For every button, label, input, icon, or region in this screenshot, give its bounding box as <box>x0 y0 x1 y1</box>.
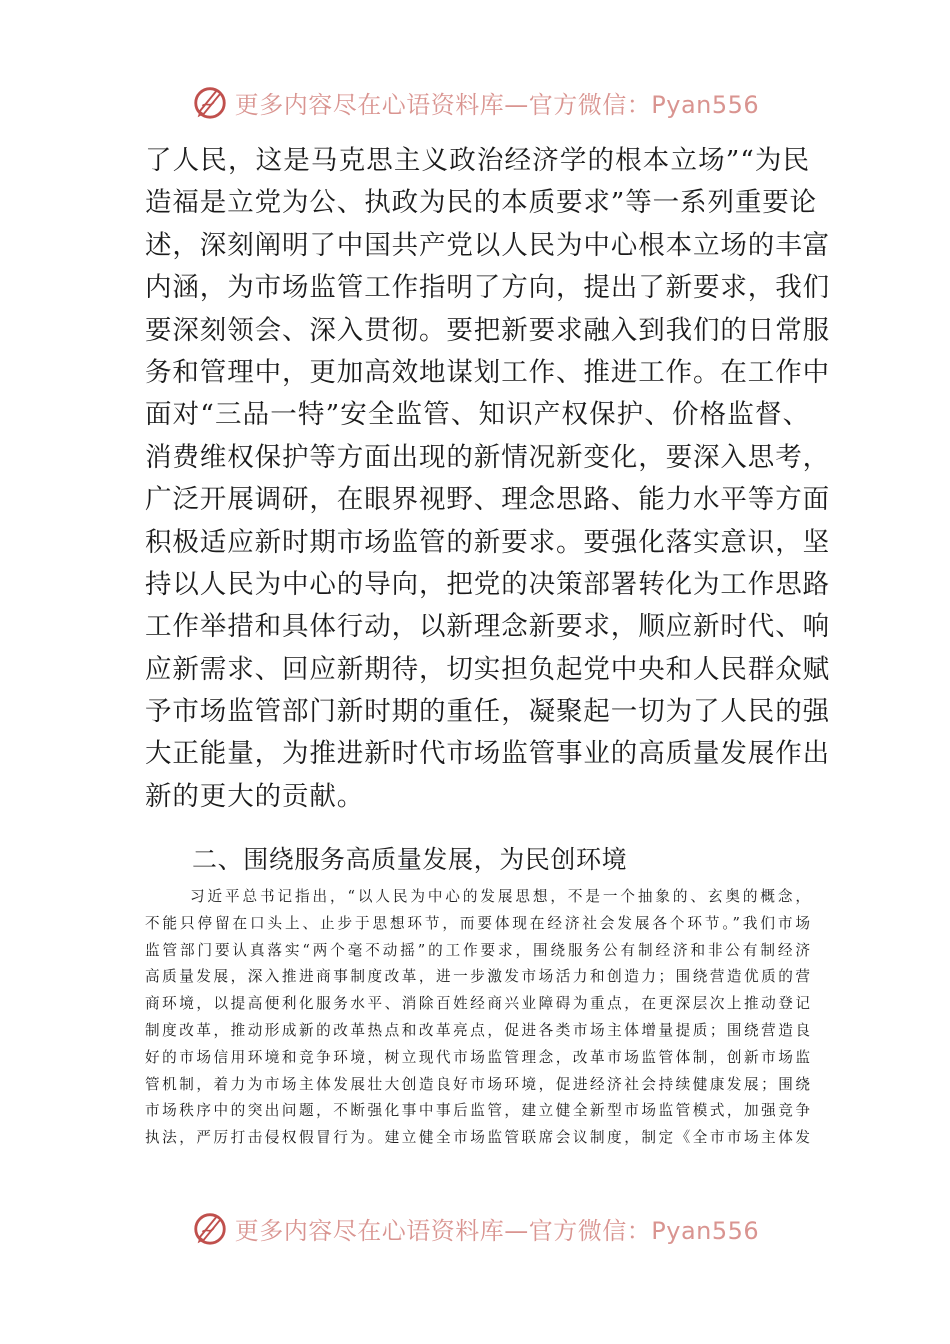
text-line: 高质量发展，深入推进商事制度改革，进一步激发市场活力和创造力；围绕营造优质的营 <box>145 968 810 986</box>
text-line: 应新需求、回应新期待，切实担负起党中央和人民群众赋 <box>145 653 830 685</box>
text-line: 习近平总书记指出，“以人民为中心的发展思想，不是一个抽象的、玄奥的概念， <box>190 888 810 905</box>
text-line: 大正能量，为推进新时代市场监管事业的高质量发展作出 <box>145 738 830 770</box>
text-line: 制度改革，推动形成新的改革热点和改革亮点，促进各类市场主体增量提质；围绕营造良 <box>145 1021 810 1039</box>
text-line: 要深刻领会、深入贯彻。要把新要求融入到我们的日常服 <box>145 314 830 346</box>
text-line: 持以人民为中心的导向，把党的决策部署转化为工作思路 <box>145 568 830 600</box>
text-line: 执法，严厉打击侵权假冒行为。建立健全市场监管联席会议制度，制定《全市市场主体发 <box>145 1129 810 1147</box>
text-line: 消费维权保护等方面出现的新情况新变化，要深入思考， <box>145 441 830 473</box>
watermark-text: 更多内容尽在心语资料库—官方微信：Pyan556 <box>234 90 760 119</box>
text-line: 积极适应新时期市场监管的新要求。要强化落实意识，坚 <box>145 526 830 558</box>
pen-circle-logo-icon <box>191 1209 229 1247</box>
text-line: 市场秩序中的突出问题，不断强化事中事后监管，建立健全新型市场监管模式，加强竞争 <box>145 1102 810 1120</box>
text-line: 内涵，为市场监管工作指明了方向，提出了新要求，我们 <box>145 272 830 304</box>
watermark-text: 更多内容尽在心语资料库—官方微信：Pyan556 <box>234 1216 760 1245</box>
watermark-banner-top <box>0 80 950 124</box>
text-line: 广泛开展调研，在眼界视野、理念思路、能力水平等方面 <box>145 484 830 516</box>
body-paragraph-small <box>145 884 810 1152</box>
text-line: 工作举措和具体行动，以新理念新要求，顺应新时代、响 <box>145 611 830 643</box>
text-line: 面对“三品一特”安全监管、知识产权保护、价格监督、 <box>145 399 810 431</box>
text-line: 务和管理中，更加高效地谋划工作、推进工作。在工作中 <box>145 356 830 388</box>
text-line: 管机制，着力为市场主体发展壮大创造良好市场环境，促进经济社会持续健康发展；围绕 <box>145 1075 810 1093</box>
text-line: 好的市场信用环境和竞争环境，树立现代市场监管理念，改革市场监管体制，创新市场监 <box>145 1048 810 1066</box>
text-line: 不能只停留在口头上、止步于思想环节，而要体现在经济社会发展各个环节。”我们市场 <box>145 914 810 932</box>
watermark-banner-bottom <box>0 1206 950 1250</box>
text-line: 予市场监管部门新时期的重任，凝聚起一切为了人民的强 <box>145 696 830 728</box>
text-line: 监管部门要认真落实“两个毫不动摇”的工作要求，围绕服务公有制经济和非公有制经济 <box>145 941 810 959</box>
text-line: 了人民，这是马克思主义政治经济学的根本立场”“为民 <box>145 145 810 176</box>
section-heading: 二、围绕服务高质量发展，为民创环境 <box>192 845 628 874</box>
text-line: 造福是立党为公、执政为民的本质要求”等一系列重要论 <box>145 187 818 219</box>
text-line: 述，深刻阐明了中国共产党以人民为中心根本立场的丰富 <box>145 229 830 261</box>
pen-circle-logo-icon <box>191 83 229 121</box>
text-line: 新的更大的贡献。 <box>145 780 365 812</box>
body-paragraph-large <box>145 140 830 818</box>
text-line: 商环境，以提高便利化服务水平、消除百姓经商兴业障碍为重点，在更深层次上推动登记 <box>145 995 810 1013</box>
